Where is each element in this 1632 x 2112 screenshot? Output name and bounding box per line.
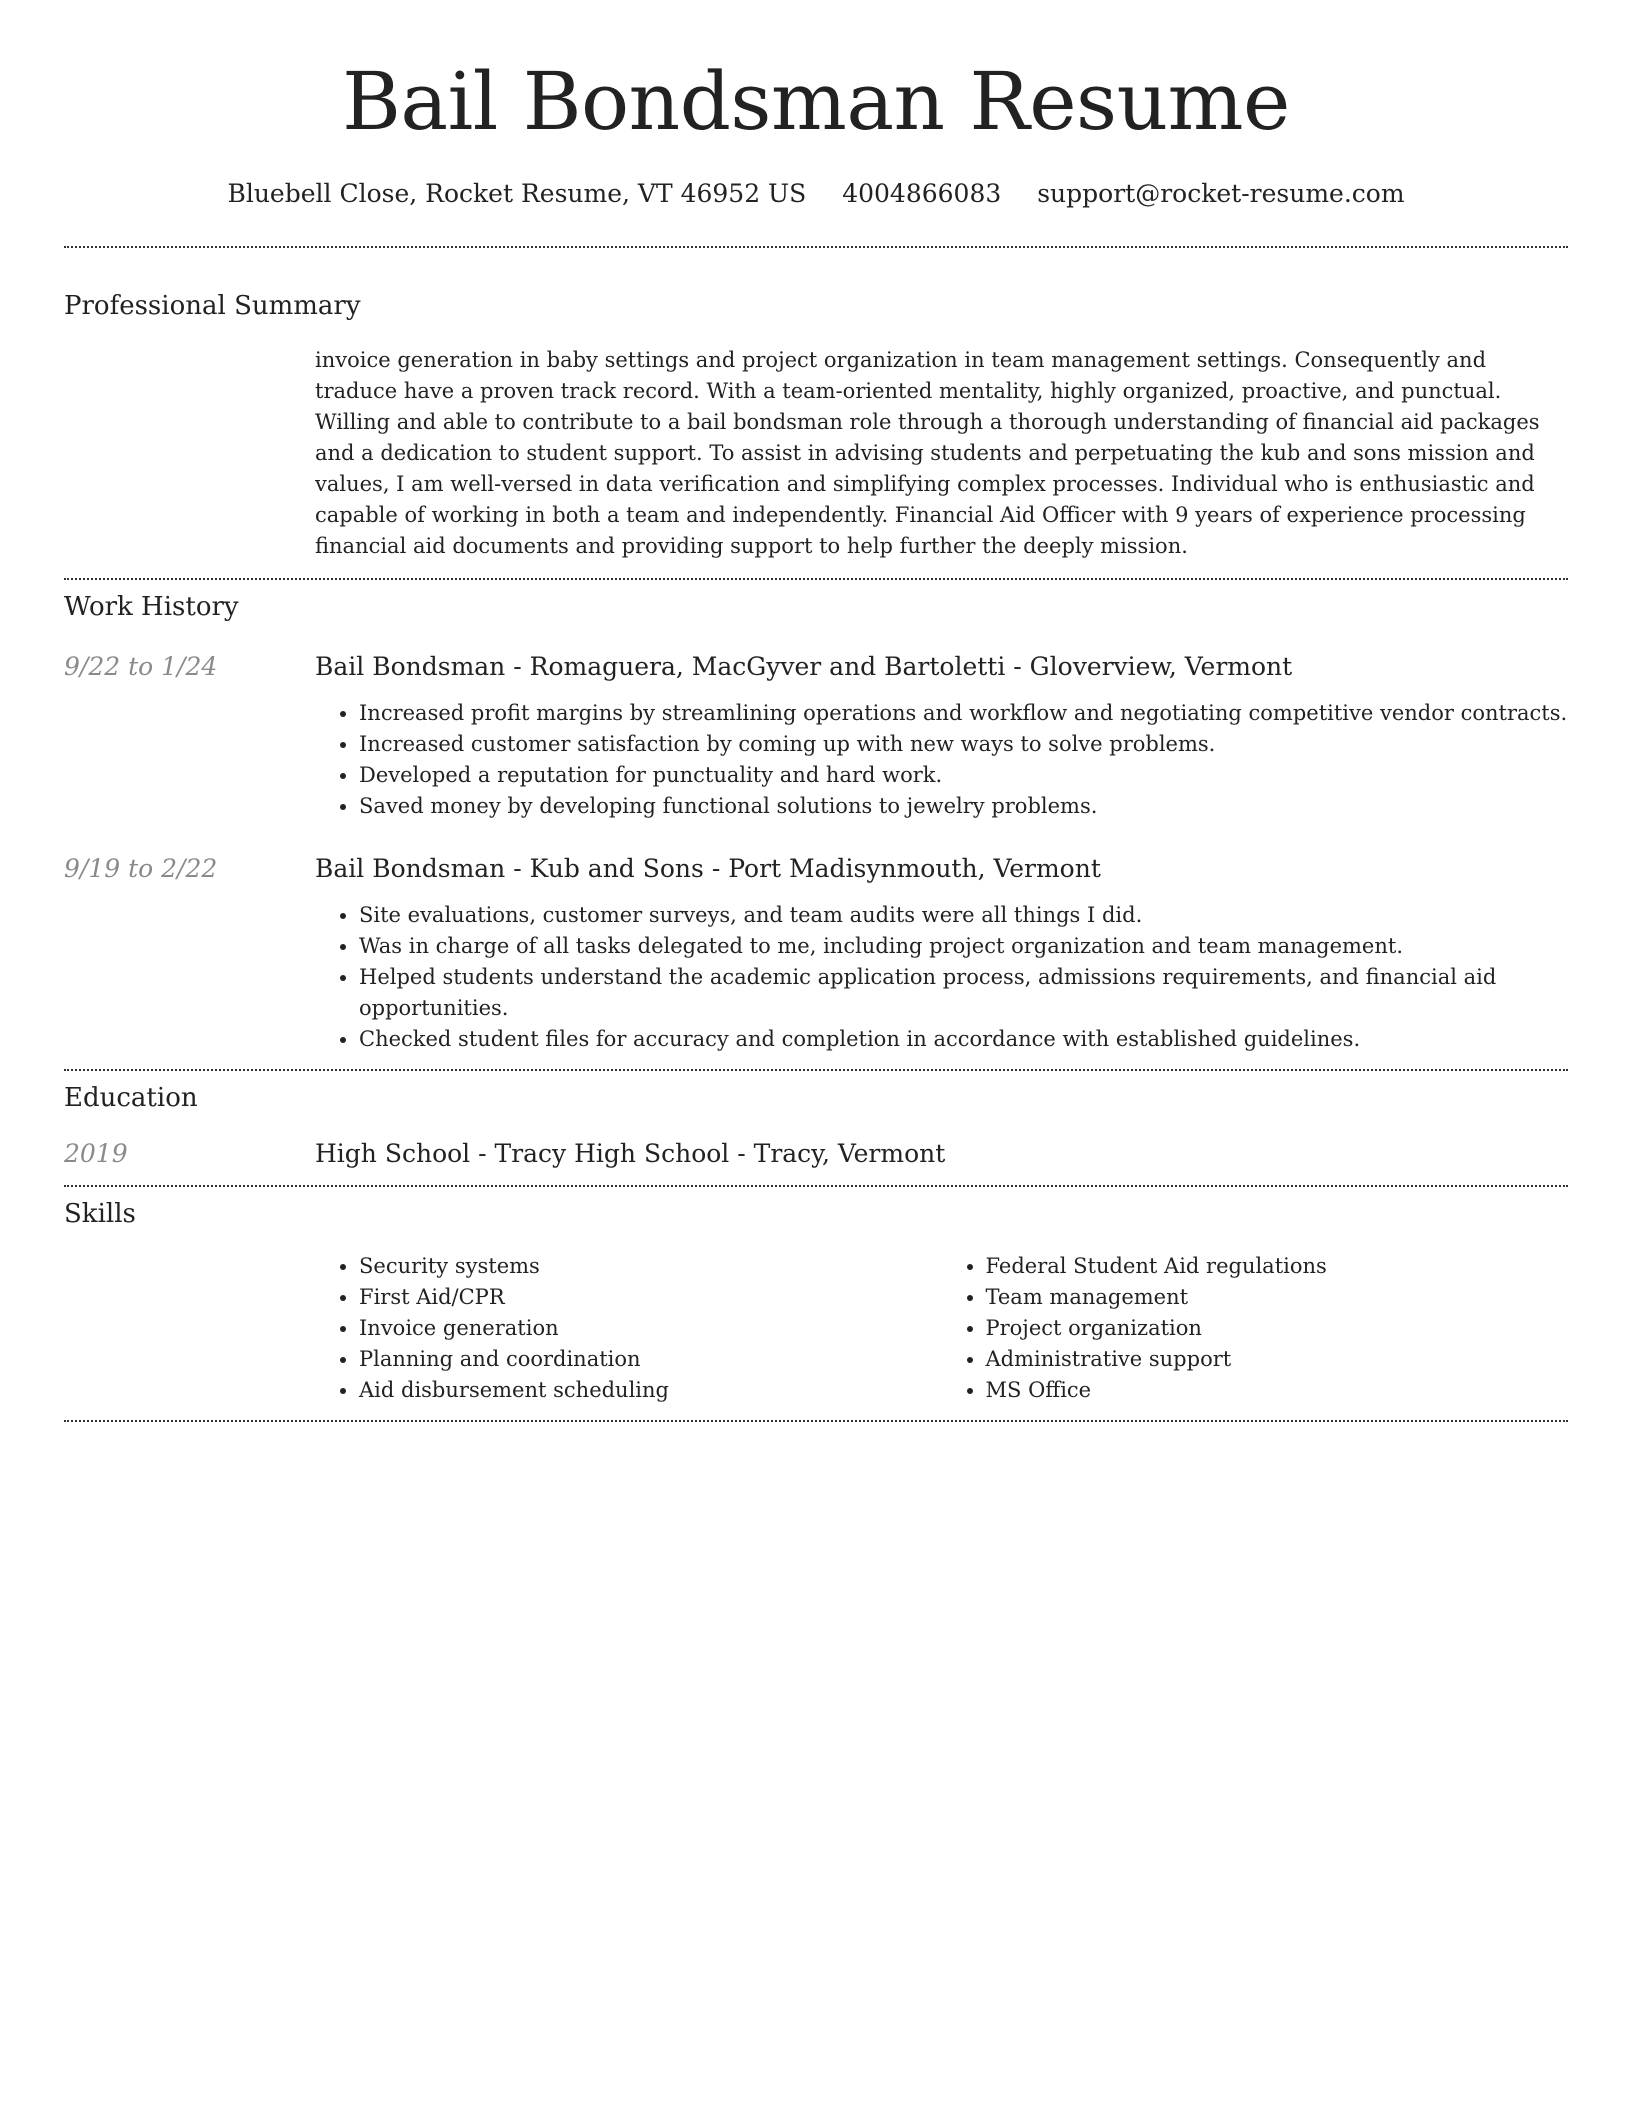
summary-heading: Professional Summary: [64, 291, 361, 321]
job-bullet: • Was in charge of all tasks delegated to me, including project organization and team management.: [359, 931, 1568, 962]
job-bullet: • Increased profit margins by streamlining operations and workflow and negotiating competitive vendor contracts.: [359, 698, 1568, 729]
job-entry: [64, 852, 1568, 1055]
resume-title: Bail Bondsman Resume: [342, 55, 1290, 148]
skill-item: • Project organization: [986, 1313, 1569, 1344]
education-heading-line: [315, 1137, 1568, 1171]
job-bullet: • Saved money by developing functional solutions to jewelry problems.: [359, 791, 1568, 822]
job-bullet: • Checked student files for accuracy and completion in accordance with established guidelines.: [359, 1024, 1568, 1055]
skill-item: • MS Office: [986, 1375, 1569, 1406]
job-bullet: • Site evaluations, customer surveys, and team audits were all things I did.: [359, 900, 1568, 931]
job-bullet: • Increased customer satisfaction by coming up with new ways to solve problems.: [359, 729, 1568, 760]
skill-item: • Team management: [986, 1282, 1569, 1313]
work-heading: Work History: [64, 592, 239, 622]
contact-email: support@rocket-resume.com: [1037, 179, 1405, 208]
education-entry: [64, 1137, 1568, 1171]
job-bullets: [315, 698, 1568, 822]
summary-text: invoice generation in baby settings and project organization in team management settings. Consequently and traduce have a proven track record. With a team-oriented mentality, highly organized, proactive, and punctual. Willing and able to contribute to a bail bondsman role through a thorough understanding of financial aid packages and a dedication to student support. To assist in advising students and perpetuating the kub and sons mission and values, I am well-versed in data verification and simplifying complex processes. Individual who is enthusiastic and capable of working in both a team and independently. Financial Aid Officer with 9 years of experience processing financial aid documents and providing support to help further the deeply mission.: [315, 348, 1540, 558]
skill-item: • Planning and coordination: [359, 1344, 942, 1375]
education-heading: Education: [64, 1083, 198, 1113]
skills-column-right: [942, 1251, 1569, 1406]
job-bullet: • Developed a reputation for punctuality and hard work.: [359, 760, 1568, 791]
education-body: [315, 1137, 1568, 1171]
skills-column-left: [315, 1251, 942, 1406]
job-date: 9/19 to 2/22: [64, 854, 218, 883]
job-heading: Bail Bondsman - Romaguera, MacGyver and Bartoletti - Gloverview, Vermont: [315, 652, 1293, 681]
job-entry: [64, 650, 1568, 822]
job-body: [315, 650, 1568, 822]
skills-heading: Skills: [64, 1199, 136, 1229]
contact-address: Bluebell Close, Rocket Resume, VT 46952 US: [227, 179, 807, 208]
education-school: - Tracy High School - Tracy, Vermont: [470, 1139, 946, 1168]
summary-divider: [64, 578, 1568, 580]
work-divider: [64, 1069, 1568, 1071]
skill-item: • Federal Student Aid regulations: [986, 1251, 1569, 1282]
education-date: 2019: [64, 1139, 128, 1168]
skills-section: [64, 1197, 1568, 1406]
skill-item: • Administrative support: [986, 1344, 1569, 1375]
header-divider: [64, 246, 1568, 248]
work-section: [64, 590, 1568, 1055]
summary-section: [64, 289, 1568, 562]
job-bullets: [315, 900, 1568, 1055]
skill-item: • Aid disbursement scheduling: [359, 1375, 942, 1406]
job-heading: Bail Bondsman - Kub and Sons - Port Madisynmouth, Vermont: [315, 854, 1101, 883]
job-bullet: • Helped students understand the academic application process, admissions requirements, and financial aid opportunities.: [359, 962, 1568, 1024]
skills-grid: [315, 1251, 1568, 1406]
skill-item: • Security systems: [359, 1251, 942, 1282]
contact-phone: 4004866083: [842, 179, 1002, 208]
skill-item: • Invoice generation: [359, 1313, 942, 1344]
job-body: [315, 852, 1568, 1055]
job-date: 9/22 to 1/24: [64, 652, 218, 681]
education-divider: [64, 1185, 1568, 1187]
contact-line: [64, 176, 1568, 212]
education-section: [64, 1081, 1568, 1171]
skills-divider: [64, 1420, 1568, 1422]
education-degree: High School: [315, 1139, 471, 1168]
skill-item: • First Aid/CPR: [359, 1282, 942, 1313]
